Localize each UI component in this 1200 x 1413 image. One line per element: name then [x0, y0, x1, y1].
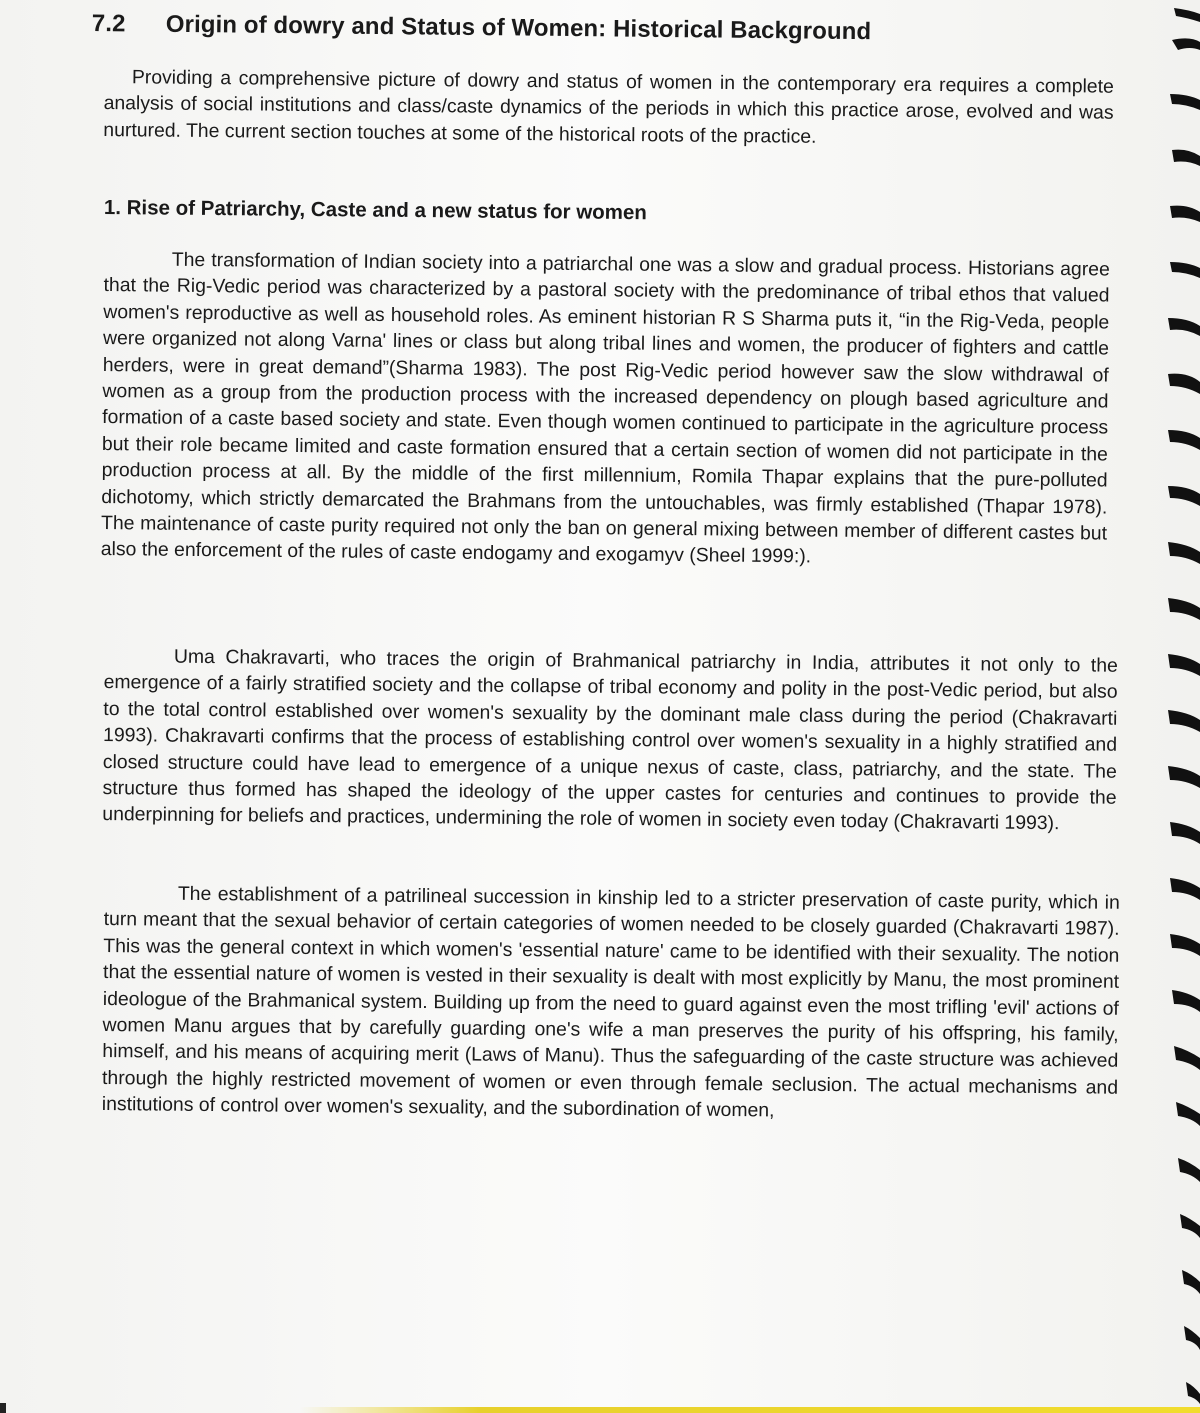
- paragraph-chakravarti-text: Uma Chakravarti, who traces the origin of Brahmanical patriarchy in India, attributes it not only to the emergence of a fairly stratified society and the collapse of tribal economy and polity in the post-Vedic period, but also to the total control established over women's sexuality by the dominant male class during the period (Chakravarti 1993). Chakravarti confirms that the process of establishing control over women's sexuality in a highly stratified and closed structure could have lead to emergence of a unique nexus of caste, class, patriarchy, and the state. The structure thus formed has shaped the ideology of the upper castes for centuries and continues to provide the underpinning for beliefs and practices, undermining the role of women in society even today (Chakravarti 1993).: [102, 645, 1118, 835]
- section-number: 7.2: [91, 10, 126, 38]
- corner-mark: [0, 1403, 6, 1413]
- intro-paragraph-text: Providing a comprehensive picture of dowry and status of women in the contemporary era requires a complete analysis of social institutions and class/caste dynamics of the periods in which this practice arose, evolved and was nurtured. The current section touches at some of the historical roots of the practice.: [103, 66, 1114, 148]
- paragraph-patriarchy: [101, 246, 1110, 573]
- intro-paragraph: [103, 64, 1114, 153]
- paragraph-patriarchy-text: The transformation of Indian society into a patriarchal one was a slow and gradual process. Historians agree that the Rig-Vedic period was characterized by a pastoral society with the predominance of tribal ethos that valued women's reproductive as well as household roles. As eminent historian R S Sharma puts it, “in the Rig-Veda, people were organized not along Varna' lines or class but along tribal lines and women, the producer of fighters and cattle herders, were in great demand”(Sharma 1983). The post Rig-Vedic period however saw the slow withdrawal of women as a group from the production process with the increased dependency on plough based agriculture and formation of a caste based society and state. Even though women continued to participate in the agriculture process but their role became limited and caste formation ensured that a certain section of women did not participate in the production process at all. By the middle of the first millennium, Romila Thapar explains that the pure-polluted dichotomy, which strictly demarcated the Brahmans from the untouchables, was firmly established (Thapar 1978). The maintenance of caste purity required not only the ban on general mixing between member of different castes but also the enforcement of the rules of caste endogamy and exogamyv (Sheel 1999:).: [100, 248, 1110, 568]
- page-edge-highlight: [300, 1407, 1200, 1413]
- subsection-heading: 1. Rise of Patriarchy, Caste and a new status for women: [103, 196, 648, 225]
- paragraph-chakravarti: [102, 643, 1118, 838]
- section-heading: [92, 10, 992, 47]
- spiral-binding: [1152, 0, 1200, 1413]
- section-title: Origin of dowry and Status of Women: Historical Background: [165, 10, 872, 46]
- paragraph-patrilineal: [102, 880, 1120, 1127]
- paragraph-patrilineal-text: The establishment of a patrilineal succession in kinship led to a stricter preservation of caste purity, which in turn meant that the sexual behavior of certain categories of women needed to be closely guarded (Chakravarti 1987). This was the general context in which women's 'essential nature' came to be identified with their sexuality. The notion that the essential nature of women is vested in their sexuality is dealt with most explicitly by Manu, the most prominent ideologue of the Brahmanical system. Building up from the need to guard against even the most trifling 'evil' actions of women Manu argues that by carefully guarding one's wife a man preserves the purity of his offspring, his family, himself, and his means of acquiring merit (Laws of Manu). Thus the safeguarding of the caste structure was achieved through the highly restricted movement of women or even through female seclusion. The actual mechanisms and institutions of control over women's sexuality, and the subordination of women,: [101, 882, 1120, 1122]
